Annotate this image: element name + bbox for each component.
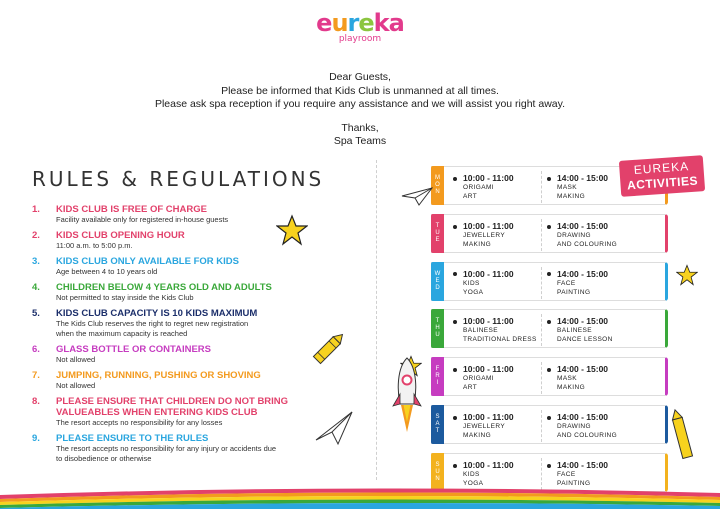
slot-activity: DRAWING (557, 231, 591, 239)
guest-notice (0, 71, 720, 149)
slot-activity: ART (463, 193, 478, 200)
rule-description: The resort accepts no responsibility for any injury or accidents due (56, 444, 277, 453)
paper-plane-icon (401, 186, 433, 206)
slot-time: 14:00 - 15:00 (547, 316, 642, 326)
rule-number: 6. (32, 344, 40, 355)
slot-activity: ORIGAMI (463, 184, 494, 191)
activity-slot (547, 412, 642, 440)
day-label: T U E (431, 214, 444, 253)
activity-slot (453, 316, 548, 344)
slot-time: 14:00 - 15:00 (547, 460, 642, 470)
notice-line: Please be informed that Kids Club is unmanned at all times. (221, 84, 499, 97)
rule-description: Not allowed (56, 355, 96, 364)
rule-item (32, 256, 332, 277)
rule-item (32, 396, 332, 428)
slot-time: 14:00 - 15:00 (547, 221, 642, 231)
logo-letter: r (347, 9, 359, 37)
rule-description: Age between 4 to 10 years old (56, 267, 158, 276)
slot-activity: JEWELLERY (463, 422, 506, 430)
rule-number: 1. (32, 204, 40, 215)
slot-activity: MASK (557, 184, 578, 191)
slot-activity: BALINESE (557, 327, 592, 335)
rule-title: GLASS BOTTLE OR CONTAINERS (56, 344, 211, 355)
rule-number: 5. (32, 308, 40, 319)
schedule-day-sat (431, 405, 668, 444)
day-label: S A T (431, 405, 444, 444)
rule-description: Not allowed (56, 381, 96, 390)
rule-title: KIDS CLUB IS FREE OF CHARGE (56, 204, 207, 215)
slot-activity: AND COLOURING (557, 431, 618, 439)
day-label: S U N (431, 453, 444, 492)
rules-title: RULES & REGULATIONS (32, 167, 325, 191)
activity-slot (453, 221, 548, 249)
slot-activity: MAKING (463, 240, 492, 248)
rule-description: to disobedience or otherwise (56, 454, 152, 463)
rule-title: JUMPING, RUNNING, PUSHING OR SHOVING (56, 370, 261, 381)
slot-activity: YOGA (463, 288, 484, 296)
slot-activity: AND COLOURING (557, 240, 618, 248)
slot-activity: BALINESE (463, 327, 498, 335)
notice-thanks: Thanks, (341, 121, 379, 134)
slot-activity: FACE (557, 279, 576, 287)
slot-activity: MAKING (463, 431, 492, 439)
badge-line2: ACTIVITIES (626, 173, 699, 193)
rule-item (32, 308, 332, 339)
notice-signature: Spa Teams (333, 135, 387, 147)
activity-slot (547, 221, 642, 249)
slot-activity: DRAWING (557, 422, 591, 430)
day-label: M O N (431, 166, 444, 205)
rainbow-stripes (0, 485, 720, 509)
slot-activity: JEWELLERY (463, 231, 506, 239)
slot-time: 14:00 - 15:00 (547, 412, 642, 422)
slot-activity: MASK (557, 375, 578, 383)
rule-description: Facility available only for registered in-house guests (56, 215, 229, 224)
rule-description: The Kids Club reserves the right to regret new registration (56, 319, 249, 328)
notice-line: Please ask spa reception if you require any assistance and we will assist you right away. (154, 98, 566, 110)
slot-time: 10:00 - 11:00 (453, 173, 548, 183)
rule-title: KIDS CLUB CAPACITY IS 10 KIDS MAXIMUM (56, 308, 258, 319)
logo-letter: e (316, 9, 332, 37)
rule-title: PLEASE ENSURE THAT CHILDREN DO NOT BRING VALUEABLES WHEN ENTERING KIDS CLUB (56, 396, 289, 418)
notice-greeting: Dear Guests, (329, 71, 391, 83)
rule-item (32, 370, 332, 391)
eureka-activities-badge (619, 155, 705, 197)
slot-activity: ART (463, 384, 478, 392)
activity-slot (453, 412, 548, 440)
column-divider (376, 160, 378, 480)
slot-time: 10:00 - 11:00 (453, 269, 548, 279)
activity-slot (547, 364, 642, 392)
rule-number: 4. (32, 282, 40, 293)
slot-activity: TRADITIONAL DRESS (463, 336, 537, 344)
slot-activity: PAINTING (557, 479, 591, 487)
activity-slot (453, 364, 548, 392)
slot-activity: PAINTING (557, 288, 591, 296)
rule-description: 11:00 a.m. to 5:00 p.m. (56, 241, 133, 250)
rule-description: The resort accepts no responsibility for any losses (56, 418, 223, 427)
logo-letter: e (358, 9, 374, 37)
logo-wordmark (0, 10, 720, 36)
logo-subtitle: playroom (338, 34, 382, 44)
rule-number: 8. (32, 396, 40, 407)
slot-time: 10:00 - 11:00 (453, 412, 548, 422)
activity-slot (547, 316, 642, 344)
day-label: T H U (431, 309, 444, 348)
schedule-day-thu (431, 309, 668, 348)
paper-plane-icon (314, 410, 354, 446)
slot-activity: KIDS (463, 279, 480, 287)
slot-activity: MAKING (557, 193, 586, 200)
rule-item (32, 282, 332, 303)
rule-number: 7. (32, 370, 40, 381)
slot-activity: DANCE LESSON (557, 336, 613, 344)
logo (0, 10, 720, 44)
schedule-day-wed (431, 262, 668, 301)
rule-title: PLEASE ENSURE TO THE RULES (56, 433, 209, 444)
slot-time: 14:00 - 15:00 (547, 269, 642, 279)
slot-time: 10:00 - 11:00 (453, 316, 548, 326)
day-label: F R I (431, 357, 444, 396)
slot-activity: FACE (557, 470, 576, 478)
rocket-icon (390, 356, 424, 434)
rule-description: when the maximum capacity is reached (56, 329, 188, 338)
logo-letter: u (331, 9, 348, 37)
activity-slot (453, 173, 548, 201)
slot-time: 10:00 - 11:00 (453, 364, 548, 374)
slot-time: 14:00 - 15:00 (547, 173, 642, 183)
slot-time: 10:00 - 11:00 (453, 460, 548, 470)
rule-title: KIDS CLUB ONLY AVAILABLE FOR KIDS (56, 256, 239, 267)
crayon-icon (668, 408, 696, 464)
activity-slot (453, 269, 548, 297)
schedule-day-fri (431, 357, 668, 396)
slot-activity: YOGA (463, 479, 484, 487)
rule-title: CHILDREN BELOW 4 YEARS OLD AND ADULTS (56, 282, 272, 293)
rule-item (32, 344, 332, 365)
slot-activity: MAKING (557, 384, 586, 392)
star-icon (676, 264, 698, 286)
day-label: W E D (431, 262, 444, 301)
slot-activity: ORIGAMI (463, 375, 494, 383)
slot-time: 14:00 - 15:00 (547, 364, 642, 374)
rule-title: KIDS CLUB OPENING HOUR (56, 230, 185, 241)
rule-number: 9. (32, 433, 40, 444)
activity-schedule (431, 166, 668, 501)
slot-time: 10:00 - 11:00 (453, 221, 548, 231)
star-icon (276, 214, 308, 246)
rule-item (32, 433, 332, 464)
crayon-icon (308, 327, 350, 369)
logo-letter: ka (373, 9, 404, 37)
activity-slot (547, 269, 642, 297)
slot-activity: KIDS (463, 470, 480, 478)
rule-description: Not permitted to stay inside the Kids Club (56, 293, 194, 302)
rule-number: 3. (32, 256, 40, 267)
activity-slot (453, 460, 548, 488)
activity-slot (547, 460, 642, 488)
schedule-day-tue (431, 214, 668, 253)
rule-number: 2. (32, 230, 40, 241)
badge-line1: EUREKA (633, 159, 690, 177)
